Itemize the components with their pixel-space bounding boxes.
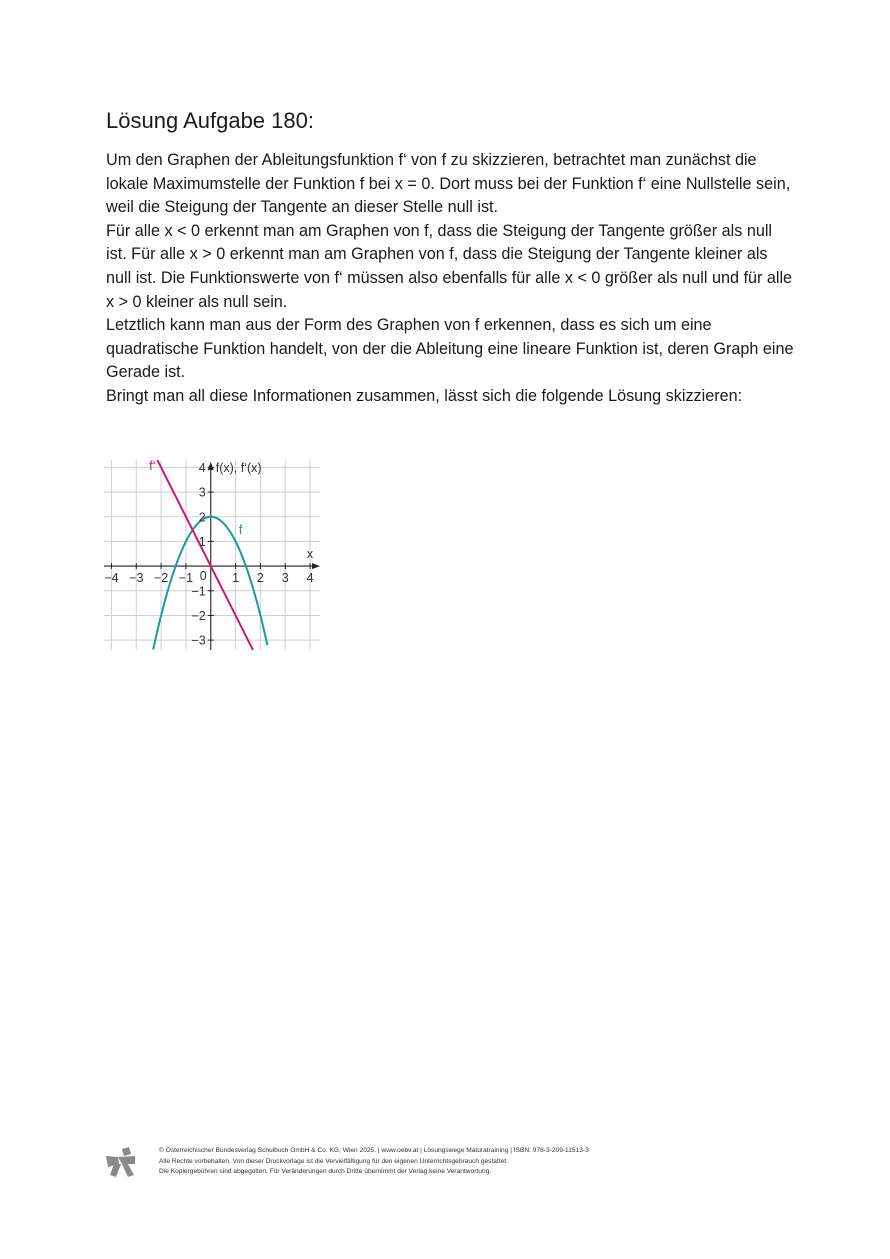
y-axis-arrow-icon	[208, 462, 214, 470]
y-tick-label: 4	[198, 460, 206, 475]
y-tick-label: 2	[198, 510, 206, 525]
y-tick-label: −1	[191, 584, 206, 599]
page-title: Lösung Aufgabe 180:	[106, 108, 314, 133]
y-tick-label: −2	[191, 608, 206, 623]
x-tick-label: 2	[256, 571, 264, 586]
y-tick-label: 1	[198, 534, 206, 549]
y-tick-label: 3	[198, 485, 206, 500]
labels	[104, 460, 314, 648]
x-tick-label: −2	[153, 571, 169, 586]
x-tick-label: 3	[281, 571, 289, 586]
copyright-line: © Österreichischer Bundesverlag Schulbuch GmbH & Co. KG, Wien 2025. | www.oebv.at | Lösungswege Maturatraining | ISBN: 978-3-209-11513-3	[159, 1147, 589, 1154]
x-tick-label: 4	[306, 571, 314, 586]
disclaimer-line: Die Kopiergebühren sind abgegolten. Für Veränderungen durch Dritte übernimmt der Verlag keine Verantwortung.	[159, 1168, 492, 1175]
x-axis-label: x	[306, 547, 314, 562]
x-tick-label: −4	[104, 571, 119, 586]
oebv-logo-icon	[104, 1144, 138, 1178]
paragraph: Bringt man all diese Informationen zusammen, lässt sich die folgende Lösung skizzieren:	[106, 386, 743, 405]
chart-svg	[104, 460, 320, 650]
paragraph: Für alle x < 0 erkennt man am Graphen von f, dass die Steigung der Tangente größer als null ist. Für alle x > 0 erkennt man am Graphen von f, dass die Steigung der Tangente kleiner als null ist. Die Funktionswerte von f‘ müssen also ebenfalls für alle x < 0 größer als null und für alle x > 0 kleiner als null sein.	[106, 221, 793, 311]
function-graph	[104, 460, 320, 650]
footer	[104, 1144, 704, 1184]
grid	[104, 460, 320, 650]
origin-label: 0	[199, 569, 207, 584]
series-f-label: f	[238, 522, 243, 538]
solution-text	[106, 149, 796, 409]
x-tick-label: −1	[178, 571, 194, 586]
footer-text	[159, 1146, 589, 1178]
paragraph: Um den Graphen der Ableitungsfunktion f‘ von f zu skizzieren, betrachtet man zunächst die lokale Maximumstelle der Funktion f bei x = 0. Dort muss bei der Funktion f‘ eine Nullstelle sein, weil die Steigung der Tangente an dieser Stelle null ist.	[106, 151, 791, 217]
y-tick-label: −3	[191, 633, 206, 648]
x-tick-label: −3	[129, 571, 144, 586]
rights-line: Alle Rechte vorbehalten. Von dieser Druckvorlage ist die Vervielfältigung für den eigenen Unterrichtsgebrauch gestattet.	[159, 1157, 508, 1165]
x-tick-label: 1	[232, 571, 240, 586]
x-axis-arrow-icon	[312, 563, 320, 569]
series-f-prime-label: f‘	[149, 460, 156, 473]
paragraph: Letztlich kann man aus der Form des Graphen von f erkennen, dass es sich um eine quadratische Funktion handelt, von der die Ableitung eine lineare Funktion ist, deren Graph eine Gerade ist.	[106, 316, 794, 382]
y-axis-label: f(x), f‘(x)	[215, 460, 262, 475]
